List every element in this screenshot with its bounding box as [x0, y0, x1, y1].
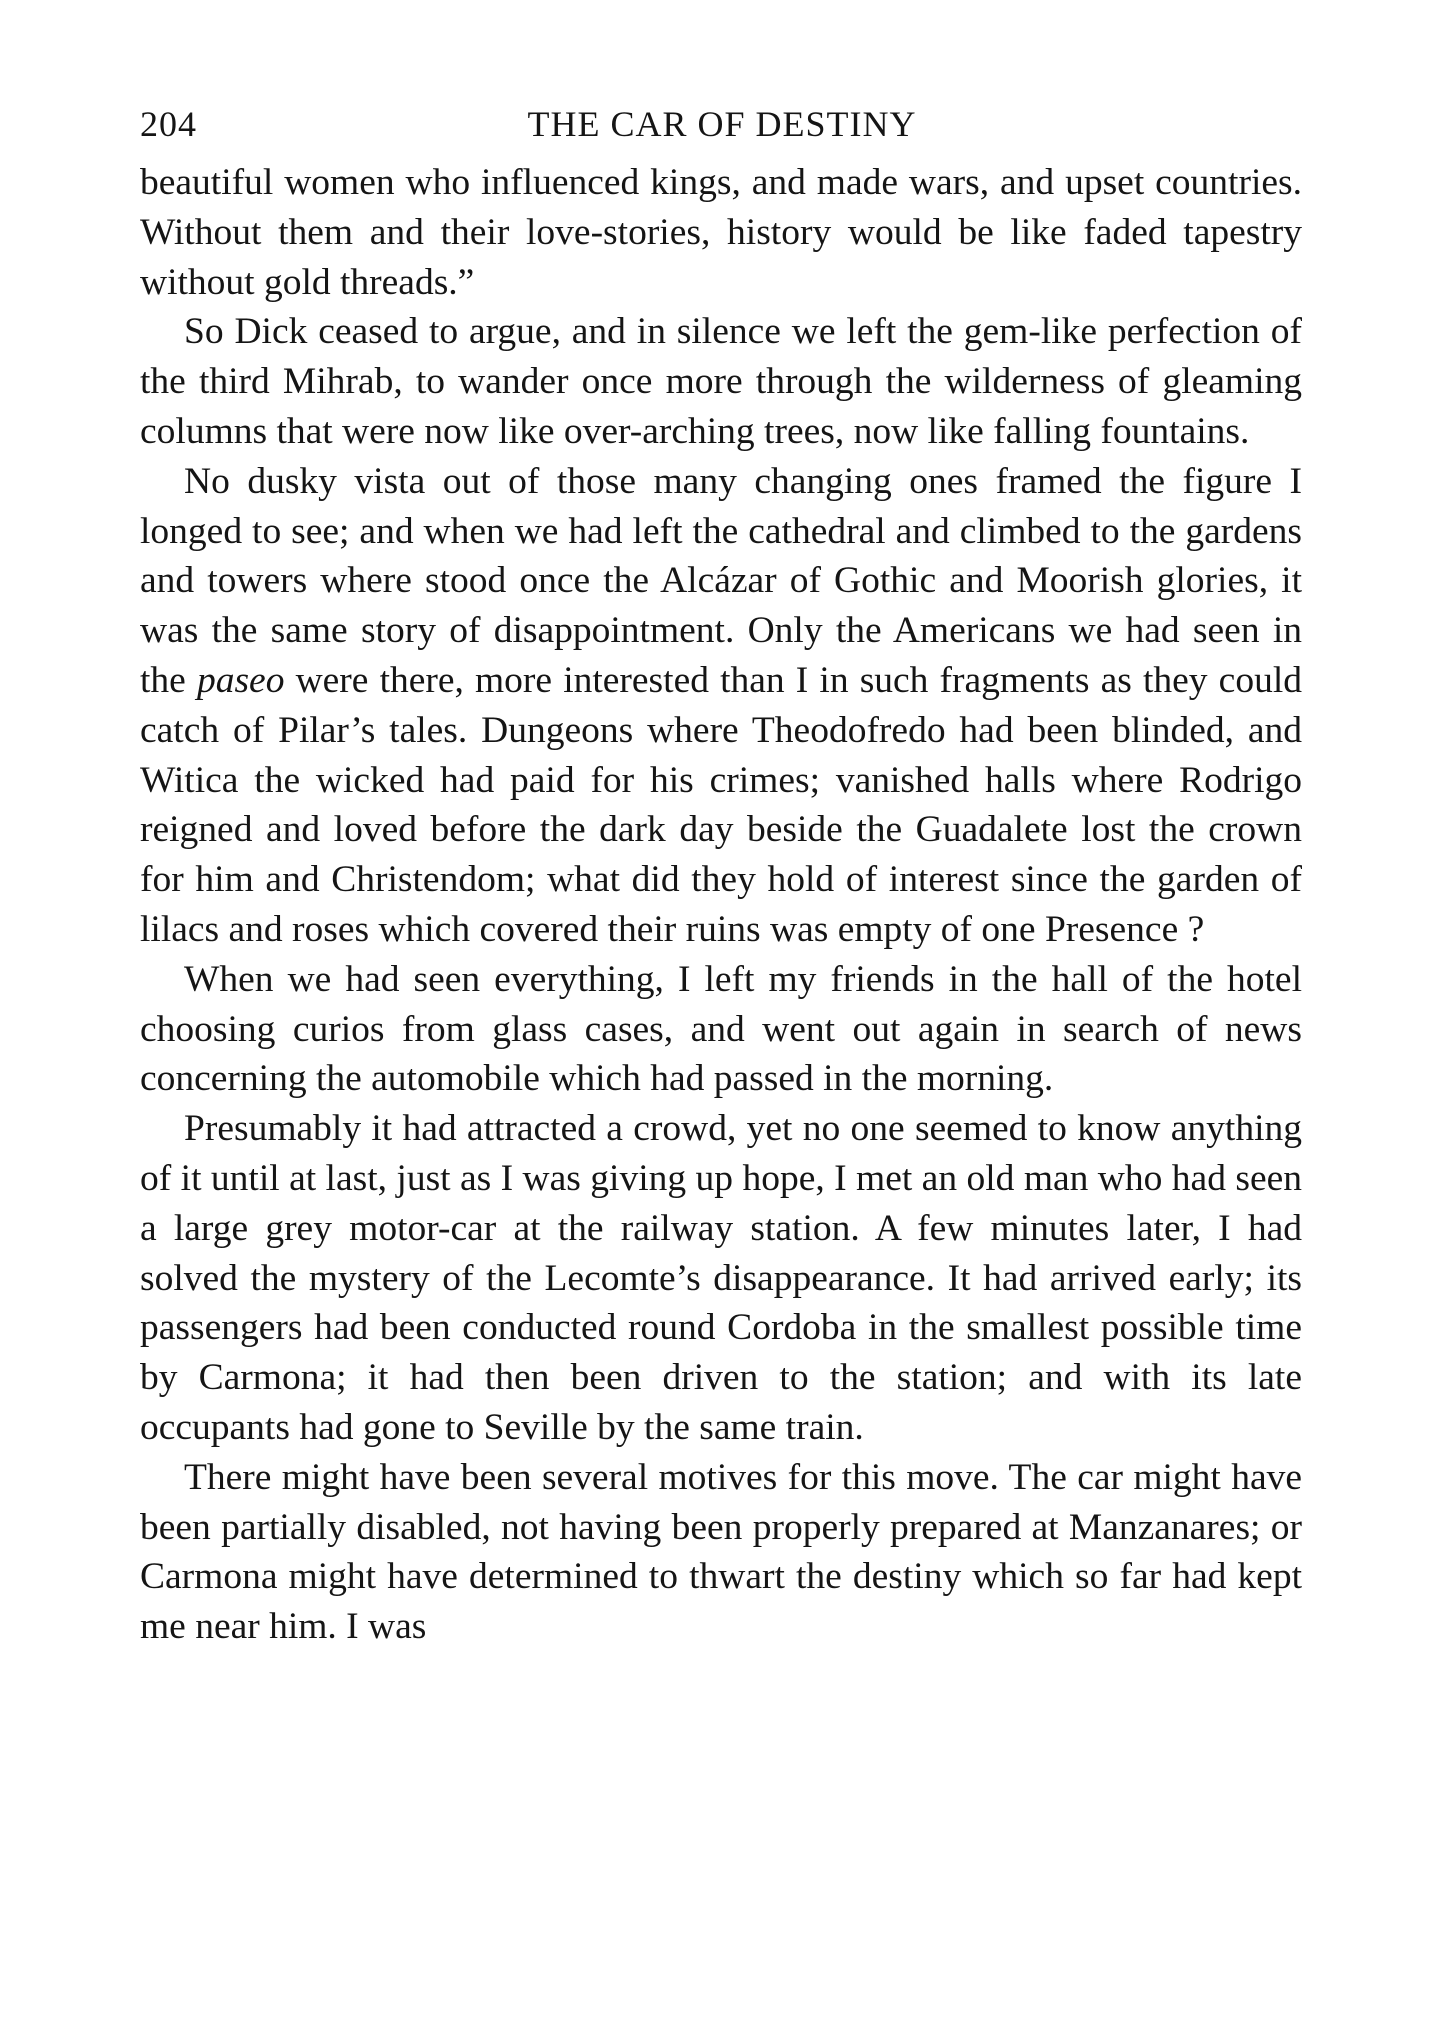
paragraph-text-after-emphasis: were there, more interested than I in such fragments as they could catch of Pilar’s tales. Dungeons where Theodofredo had been blinded, and Witica the wicked had paid for his crimes; vanished halls where Rodrigo reigned and loved before the dark day beside the Guadalete lost the crown for him and Christendom; what did they hold of interest since the garden of lilacs and roses which covered their ruins was empty of one Presence ? [140, 659, 1302, 950]
paragraph-alcazar [140, 457, 1302, 955]
italic-word: paseo [196, 659, 285, 701]
paragraph: When we had seen everything, I left my friends in the hall of the hotel choosing curios from glass cases, and went out again in search of news concerning the automobile which had passed in the morning. [140, 958, 1302, 1100]
paragraph-text-before-emphasis: No dusky vista out of those many changing ones framed the figure I longed to see; and when we had left the cathedral and climbed to the gardens and towers where stood once the Alcázar of Gothic and Moorish glories, it was the same story of disappointment. Only the Americans we had seen in the [140, 460, 1302, 701]
body-text [140, 158, 1302, 1652]
paragraph: There might have been several motives for this move. The car might have been partially disabled, not having been properly prepared at Manzanares; or Carmona might have determined to thwart the destiny which so far had kept me near him. I was [140, 1456, 1302, 1648]
paragraph: So Dick ceased to argue, and in silence we left the gem-like perfection of the third Mihrab, to wander once more through the wilderness of gleaming columns that were now like over-arching trees, now like falling fountains. [140, 311, 1302, 452]
paragraph-continuation: beautiful women who influenced kings, and made wars, and upset countries. Without them and their love-stories, history would be like faded tapestry without gold threads.” [140, 162, 1302, 303]
running-head [140, 94, 1300, 154]
running-title: THE CAR OF DESTINY [527, 104, 917, 144]
paragraph: Presumably it had attracted a crowd, yet no one seemed to know anything of it until at last, just as I was giving up hope, I met an old man who had seen a large grey motor-car at the railway station. A few minutes later, I had solved the mystery of the Lecomte’s disappearance. It had arrived early; its passengers had been conducted round Cordoba in the smallest possible time by Carmona; it had then been driven to the station; and with its late occupants had gone to Seville by the same train. [140, 1108, 1302, 1448]
page-number: 204 [140, 104, 197, 144]
